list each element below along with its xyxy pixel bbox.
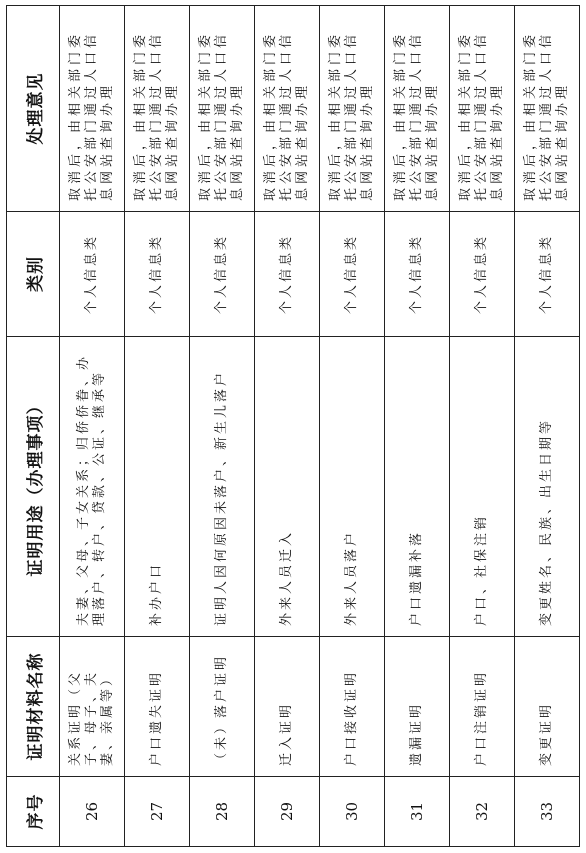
table-row (60, 6, 125, 847)
row-usage: 外来人员落户 (320, 337, 385, 637)
certificate-table (6, 5, 580, 847)
table-row (190, 6, 255, 847)
row-usage: 补办户口 (125, 337, 190, 637)
row-usage: 变更姓名、民族、出生日期等 (515, 337, 580, 637)
row-certificate-name: 迁入证明 (255, 637, 320, 777)
row-usage: 夫妻、父母、子女关系；归侨侨眷、办理落户、转户、贷款、公证、继承等 (60, 337, 125, 637)
table-row (450, 6, 515, 847)
row-category: 个人信息类 (515, 212, 580, 337)
row-usage: 户口遗漏补落 (385, 337, 450, 637)
header-number: 序号 (7, 777, 60, 847)
row-certificate-name: 变更证明 (515, 637, 580, 777)
row-opinion: 取消后，由相关部门委托公安部门通过人口信息网站查询办理 (125, 6, 190, 212)
row-opinion: 取消后，由相关部门委托公安部门通过人口信息网站查询办理 (255, 6, 320, 212)
row-number: 31 (385, 777, 450, 847)
table-header-row (7, 6, 60, 847)
row-certificate-name: 遗漏证明 (385, 637, 450, 777)
row-number: 28 (190, 777, 255, 847)
table-row (385, 6, 450, 847)
header-certificate-name: 证明材料名称 (7, 637, 60, 777)
row-category: 个人信息类 (320, 212, 385, 337)
header-opinion: 处理意见 (7, 6, 60, 212)
row-number: 29 (255, 777, 320, 847)
row-certificate-name: 关系证明（父子、母子、夫妻、亲属等） (60, 637, 125, 777)
row-usage: 证明人因何原因未落户、新生儿落户 (190, 337, 255, 637)
row-certificate-name: 户口接收证明 (320, 637, 385, 777)
row-opinion: 取消后，由相关部门委托公安部门通过人口信息网站查询办理 (320, 6, 385, 212)
row-category: 个人信息类 (255, 212, 320, 337)
row-number: 26 (60, 777, 125, 847)
table-row (320, 6, 385, 847)
row-opinion: 取消后，由相关部门委托公安部门通过人口信息网站查询办理 (450, 6, 515, 212)
row-category: 个人信息类 (60, 212, 125, 337)
row-certificate-name: （未）落户证明 (190, 637, 255, 777)
row-number: 27 (125, 777, 190, 847)
header-usage: 证明用途（办理事项） (7, 337, 60, 637)
row-opinion: 取消后，由相关部门委托公安部门通过人口信息网站查询办理 (60, 6, 125, 212)
row-usage: 户口、社保注销 (450, 337, 515, 637)
table-row (515, 6, 580, 847)
row-certificate-name: 户口注销证明 (450, 637, 515, 777)
table-row (255, 6, 320, 847)
row-opinion: 取消后，由相关部门委托公安部门通过人口信息网站查询办理 (190, 6, 255, 212)
row-usage: 外来人员迁入 (255, 337, 320, 637)
row-category: 个人信息类 (385, 212, 450, 337)
row-certificate-name: 户口遗失证明 (125, 637, 190, 777)
header-category: 类别 (7, 212, 60, 337)
row-opinion: 取消后，由相关部门委托公安部门通过人口信息网站查询办理 (515, 6, 580, 212)
row-number: 30 (320, 777, 385, 847)
row-category: 个人信息类 (450, 212, 515, 337)
row-opinion: 取消后，由相关部门委托公安部门通过人口信息网站查询办理 (385, 6, 450, 212)
row-category: 个人信息类 (190, 212, 255, 337)
row-number: 32 (450, 777, 515, 847)
table-row (125, 6, 190, 847)
row-category: 个人信息类 (125, 212, 190, 337)
row-number: 33 (515, 777, 580, 847)
